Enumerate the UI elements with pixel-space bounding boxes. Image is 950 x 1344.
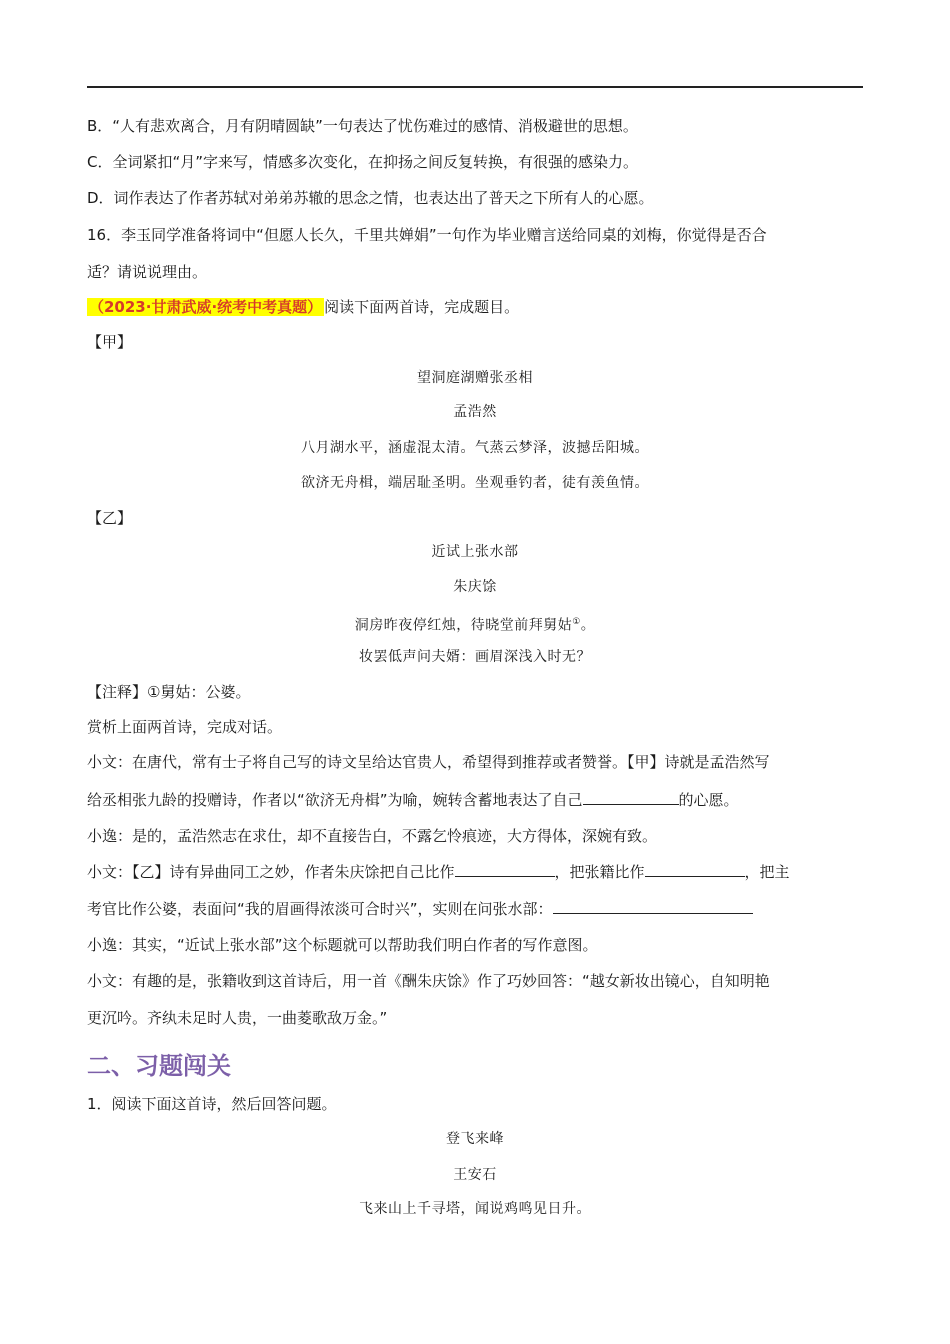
poem2-line2: 妆罢低声问夫婿：画眉深浅入时无？ <box>359 649 591 665</box>
poem1-author: 孟浩然 <box>453 404 497 420</box>
dialog-5-line2: 更沉吟。齐纨未足时人贵，一曲菱歌敌万金。” <box>87 1009 388 1027</box>
option-c: C．全词紧扣“月”字来写，情感多次变化，在抑扬之间反复转换，有很强的感染力。 <box>87 153 639 171</box>
answer-blank-4[interactable] <box>553 899 753 914</box>
poem3-author: 王安石 <box>453 1167 497 1183</box>
dialog-1-line1: 小文：在唐代，常有士子将自己写的诗文呈给达官贵人，希望得到推荐或者赞誉。【甲】诗就是孟浩然写 <box>87 753 770 771</box>
answer-blank-1[interactable] <box>583 790 679 805</box>
poem3-line1: 飞来山上千寻塔，闻说鸡鸣见日升。 <box>359 1201 591 1217</box>
dialog-3-line1 <box>87 862 790 882</box>
question-16-line2: 适？请说说理由。 <box>87 263 208 281</box>
header-rule <box>87 86 863 88</box>
dialog-5-line1: 小文：有趣的是，张籍收到这首诗后，用一首《酬朱庆馀》作了巧妙回答：“越女新妆出镜心，自知明艳 <box>87 972 770 990</box>
dialog-4: 小逸：其实，“近试上张水部”这个标题就可以帮助我们明白作者的写作意图。 <box>87 936 598 954</box>
poem1-line1: 八月湖水平，涵虚混太清。气蒸云梦泽，波撼岳阳城。 <box>301 440 649 456</box>
source-line <box>87 297 519 317</box>
answer-blank-3[interactable] <box>645 862 745 877</box>
answer-blank-2[interactable] <box>455 862 555 877</box>
task-instruction: 赏析上面两首诗，完成对话。 <box>87 718 283 736</box>
dialog-1-line2-pre: 给丞相张九龄的投赠诗，作者以“欲济无舟楫”为喻，婉转含蓄地表达了自己 <box>87 791 583 809</box>
poem1-line2: 欲济无舟楫，端居耻圣明。坐观垂钓者，徒有羡鱼情。 <box>301 475 649 491</box>
poem2-line1-end: 。 <box>580 617 596 634</box>
question-1: 1．阅读下面这首诗，然后回答问题。 <box>87 1095 337 1113</box>
source-tag: （2023·甘肃武威·统考中考真题） <box>89 298 323 316</box>
dialog-3-line1-pre: 小文：【乙】诗有异曲同工之妙，作者朱庆馀把自己比作 <box>87 863 455 881</box>
annotation: 【注释】①舅姑：公婆。 <box>87 683 251 701</box>
source-instruction: 阅读下面两首诗，完成题目。 <box>324 298 520 316</box>
option-b: B．“人有悲欢离合，月有阴晴圆缺”一句表达了忧伤难过的感情、消极避世的思想。 <box>87 117 638 135</box>
poem1-title: 望洞庭湖赠张丞相 <box>417 370 533 386</box>
section-heading: 二、习题闯关 <box>87 1052 231 1080</box>
dialog-3-line1-post: ，把主 <box>744 863 790 881</box>
poem3-title: 登飞来峰 <box>446 1131 504 1147</box>
label-jia: 【甲】 <box>87 333 133 351</box>
dialog-3-line1-mid: ，把张籍比作 <box>554 863 645 881</box>
dialog-1-line2-post: 的心愿。 <box>678 791 739 809</box>
poem2-line1-text: 洞房昨夜停红烛，待晓堂前拜舅姑 <box>354 617 573 634</box>
question-16-line1: 16．李玉同学准备将词中“但愿人长久，千里共婵娟”一句作为毕业赠言送给同桌的刘梅，你觉得是否合 <box>87 226 767 244</box>
poem2-title: 近试上张水部 <box>431 544 519 560</box>
poem2-line1 <box>87 612 863 636</box>
label-yi: 【乙】 <box>87 509 133 527</box>
footnote-marker: ① <box>572 617 581 627</box>
option-d: D．词作表达了作者苏轼对弟弟苏辙的思念之情，也表达出了普天之下所有人的心愿。 <box>87 189 654 207</box>
dialog-1-line2 <box>87 790 739 810</box>
dialog-3-line2-pre: 考官比作公婆，表面问“我的眉画得浓淡可合时兴”，实则在问张水部： <box>87 900 553 918</box>
dialog-2: 小逸：是的，孟浩然志在求仕，却不直接告白，不露乞怜痕迹，大方得体，深婉有致。 <box>87 827 658 845</box>
dialog-3-line2 <box>87 899 753 919</box>
poem2-author: 朱庆馀 <box>453 579 497 595</box>
